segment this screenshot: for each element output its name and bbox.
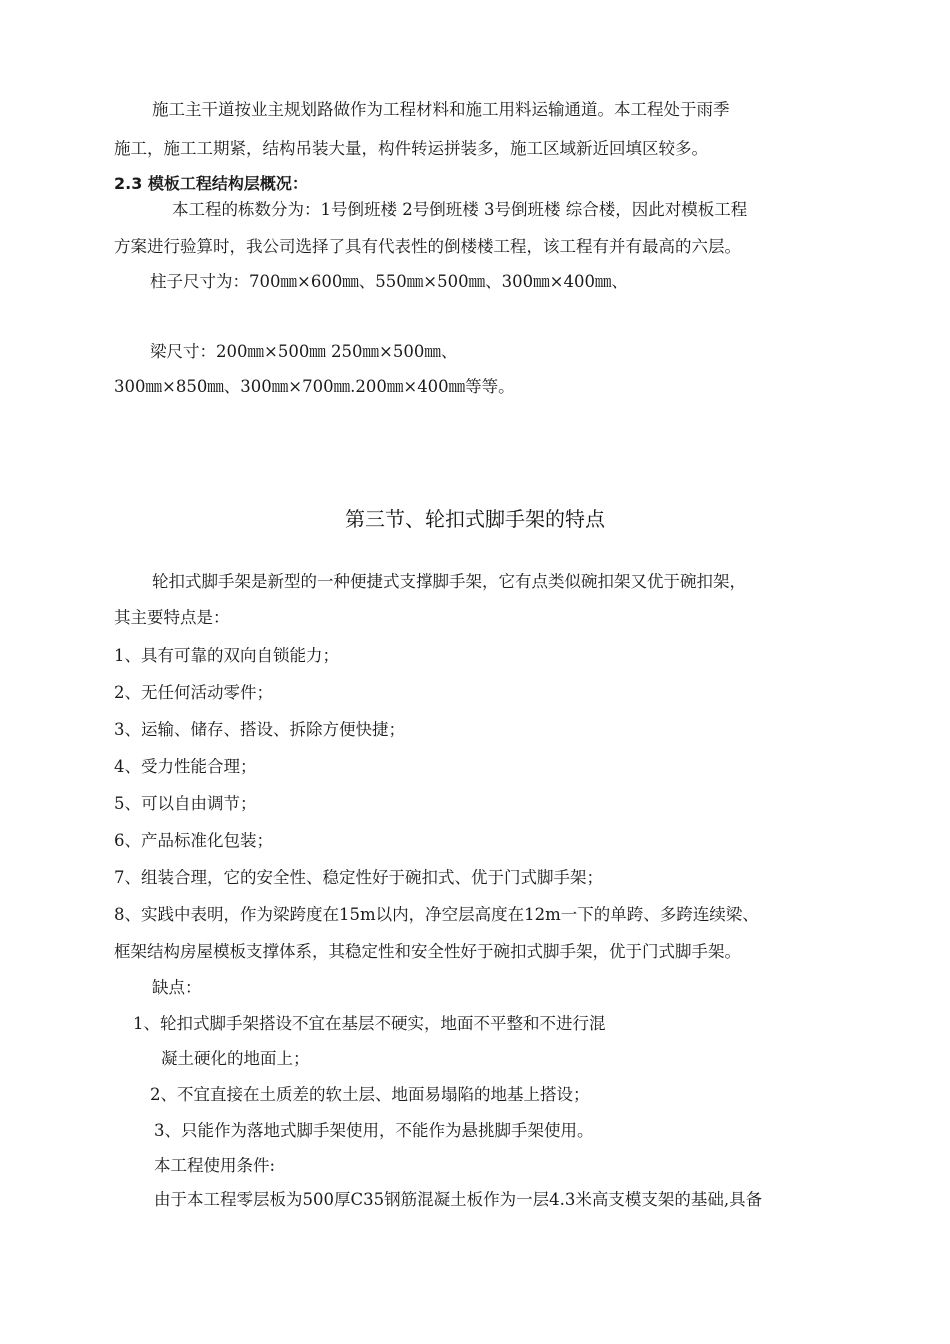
list-item: 4、受力性能合理； <box>114 757 257 776</box>
list-item: 3、运输、储存、搭设、拆除方便快捷； <box>114 720 405 739</box>
subsection-title: 缺点： <box>152 978 202 997</box>
list-item: 7、组装合理，它的安全性、稳定性好于碗扣式、优于门式脚手架； <box>114 868 603 887</box>
list-item: 凝土硬化的地面上； <box>161 1049 310 1068</box>
list-item: 5、可以自由调节； <box>114 794 257 813</box>
paragraph-line: 方案进行验算时，我公司选择了具有代表性的倒楼楼工程，该工程有并有最高的六层。 <box>114 237 741 256</box>
section-title: 2.3 模板工程结构层概况： <box>114 174 308 193</box>
list-item: 8、实践中表明，作为梁跨度在15m以内，净空层高度在12m一下的单跨、多跨连续梁、 <box>114 905 759 924</box>
paragraph-line: 其主要特点是： <box>114 608 230 627</box>
list-item: 3、只能作为落地式脚手架使用，不能作为悬挑脚手架使用。 <box>154 1121 594 1140</box>
list-item: 2、不宜直接在土质差的软土层、地面易塌陷的地基上搭设； <box>150 1085 590 1104</box>
beam-sizes: 梁尺寸：200㎜×500㎜ 250㎜×500㎜、 <box>150 342 458 361</box>
column-sizes: 柱子尺寸为：700㎜×600㎜、550㎜×500㎜、300㎜×400㎜、 <box>150 272 628 291</box>
subsection-title: 本工程使用条件: <box>154 1156 276 1175</box>
paragraph-line: 施工主干道按业主规划路做作为工程材料和施工用料运输通道。本工程处于雨季 <box>152 100 730 119</box>
paragraph-line: 由于本工程零层板为500厚C35钢筋混凝土板作为一层4.3米高支模支架的基础,具备 <box>154 1190 763 1209</box>
list-item: 2、无任何活动零件； <box>114 683 273 702</box>
paragraph-line: 轮扣式脚手架是新型的一种便捷式支撑脚手架，它有点类似碗扣架又优于碗扣架， <box>152 572 746 591</box>
paragraph-line: 本工程的栋数分为：1号倒班楼 2号倒班楼 3号倒班楼 综合楼，因此对模板工程 <box>172 200 748 219</box>
paragraph-line: 施工，施工工期紧，结构吊装大量，构件转运拼装多，施工区域新近回填区较多。 <box>114 139 708 158</box>
list-item: 1、具有可靠的双向自锁能力； <box>114 646 339 665</box>
list-item: 框架结构房屋模板支撑体系，其稳定性和安全性好于碗扣式脚手架，优于门式脚手架。 <box>114 942 741 961</box>
beam-sizes: 300㎜×850㎜、300㎜×700㎜.200㎜×400㎜等等。 <box>114 377 515 396</box>
list-item: 6、产品标准化包装； <box>114 831 273 850</box>
list-item: 1、轮扣式脚手架搭设不宜在基层不硬实，地面不平整和不进行混 <box>133 1014 606 1033</box>
section-heading: 第三节、轮扣式脚手架的特点 <box>345 507 605 531</box>
